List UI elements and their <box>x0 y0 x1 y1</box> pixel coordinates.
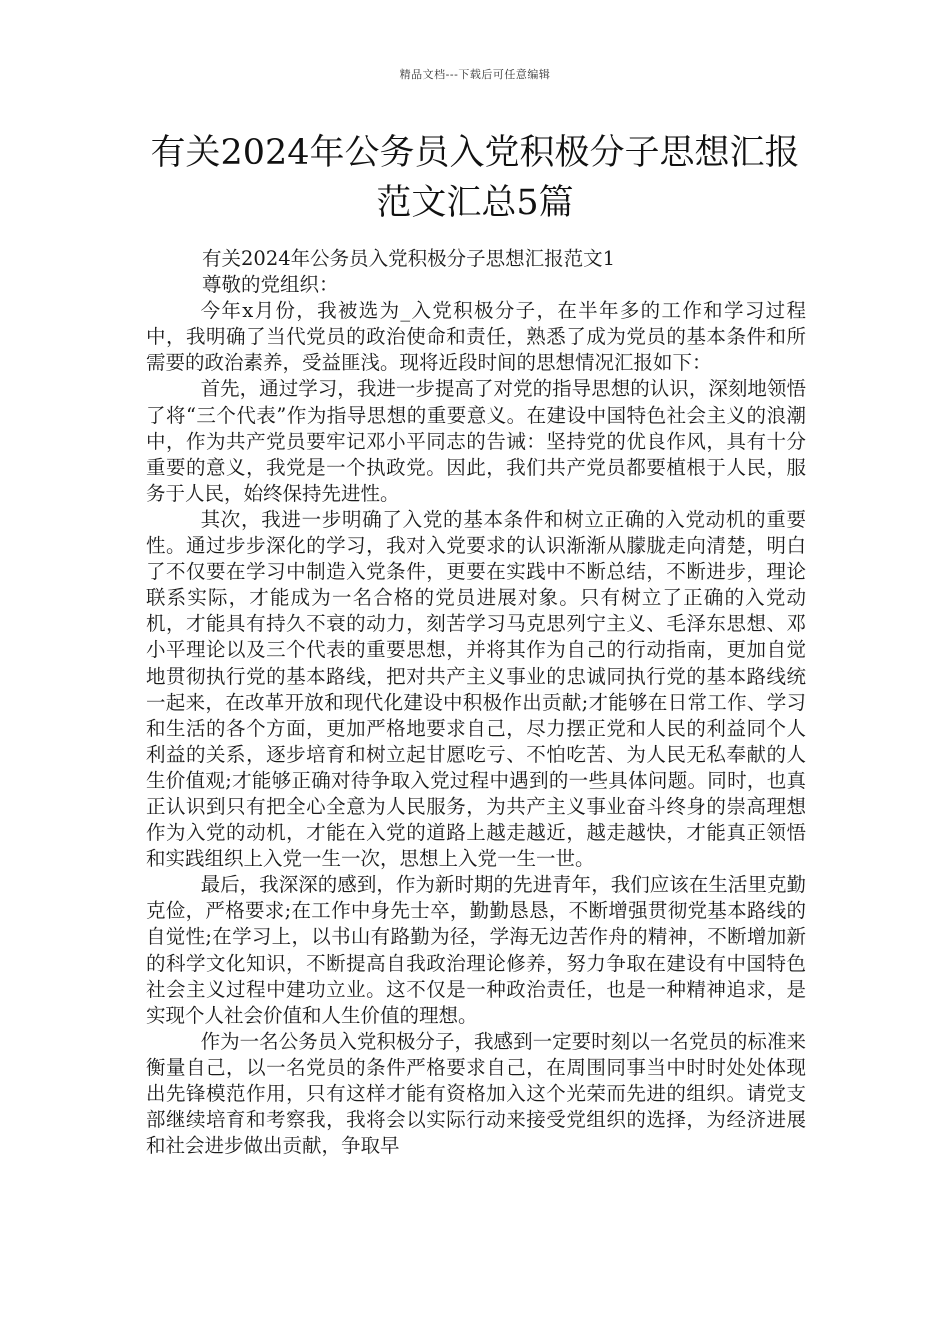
document-title <box>80 128 870 228</box>
title-line-1: 有关2024年公务员入党积极分子思想汇报 <box>150 133 800 173</box>
document-body <box>146 246 806 1159</box>
paragraph: 最后，我深深的感到，作为新时期的先进青年，我们应该在生活里克勤克俭，严格要求;在工作中身先士卒，勤勤恳恳，不断增强贯彻党基本路线的自觉性;在学习上，以书山有路勤为径，学海无边苦作舟的精神，不断增加新的科学文化知识，不断提高自我政治理论修养，努力争取在建设有中国特色社会主义过程中建功立业。这不仅是一种政治责任，也是一种精神追求，是实现个人社会价值和人生价值的理想。 <box>146 873 806 1027</box>
paragraph: 其次，我进一步明确了入党的基本条件和树立正确的入党动机的重要性。通过步步深化的学习，我对入党要求的认识渐渐从朦胧走向清楚，明白了不仅要在学习中制造入党条件，更要在实践中不断总结，不断进步，理论联系实际，才能成为一名合格的党员进展对象。只有树立了正确的入党动机，才能具有持久不衰的动力，刻苦学习马克思列宁主义、毛泽东思想、邓小平理论以及三个代表的重要思想，并将其作为自己的行动指南，更加自觉地贯彻执行党的基本路线，把对共产主义事业的忠诚同执行党的基本路线统一起来，在改革开放和现代化建设中积极作出贡献;才能够在日常工作、学习和生活的各个方面，更加严格地要求自己，尽力摆正党和人民的利益同个人利益的关系，逐步培育和树立起甘愿吃亏、不怕吃苦、为人民无私奉献的人生价值观;才能够正确对待争取入党过程中遇到的一些具体问题。同时，也真正认识到只有把全心全意为人民服务，为共产主义事业奋斗终身的崇高理想作为入党的动机，才能在入党的道路上越走越近，越走越快，才能真正领悟和实践组织上入党一生一次，思想上入党一生一世。 <box>146 507 806 871</box>
paragraph: 首先，通过学习，我进一步提高了对党的指导思想的认识，深刻地领悟了将“三个代表”作为指导思想的重要意义。在建设中国特色社会主义的浪潮中，作为共产党员要牢记邓小平同志的告诫：坚持党的优良作风，具有十分重要的意义，我党是一个执政党。因此，我们共产党员都要植根于人民，服务于人民，始终保持先进性。 <box>146 377 806 505</box>
greeting: 尊敬的党组织： <box>202 273 339 297</box>
paragraph: 作为一名公务员入党积极分子，我感到一定要时刻以一名党员的标准来衡量自己，以一名党员的条件严格要求自己，在周围同事当中时时处处体现出先锋模范作用，只有这样才能有资格加入这个光荣而先进的组织。请党支部继续培育和考察我，我将会以实际行动来接受党组织的选择，为经济进展和社会进步做出贡献，争取早 <box>146 1029 806 1158</box>
title-line-2: 范文汇总5篇 <box>376 183 574 223</box>
header-note: 精品文档---下载后可任意编辑 <box>399 68 551 81</box>
paragraph: 今年x月份，我被选为_入党积极分子，在半年多的工作和学习过程中，我明确了当代党员的政治使命和责任，熟悉了成为党员的基本条件和所需要的政治素养，受益匪浅。现将近段时间的思想情况汇报如下： <box>146 299 806 375</box>
section-subheading: 有关2024年公务员入党积极分子思想汇报范文1 <box>202 247 616 270</box>
